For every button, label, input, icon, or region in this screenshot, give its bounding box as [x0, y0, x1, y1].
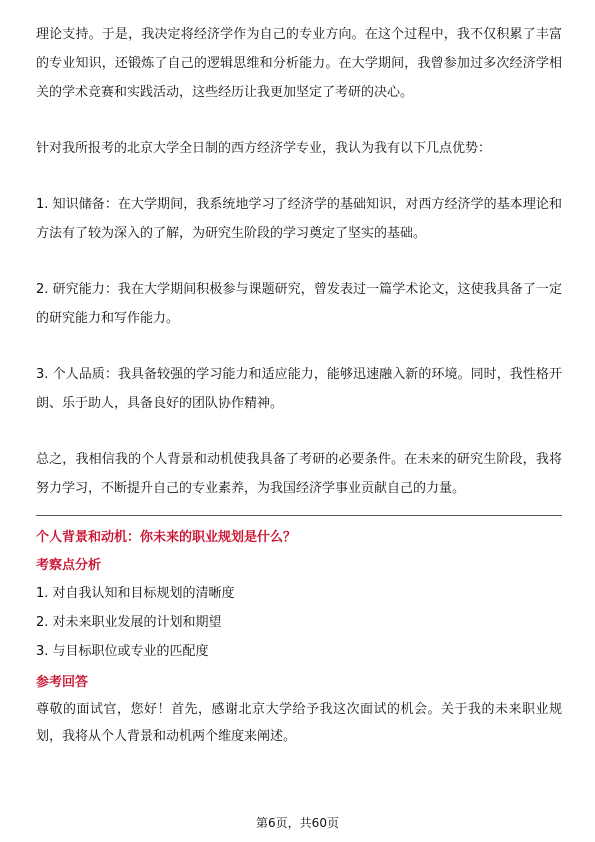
analysis-item: 1. 对自我认知和目标规划的清晰度 — [36, 586, 235, 601]
page-content — [36, 20, 562, 750]
analysis-heading: 考察点分析 — [36, 558, 102, 573]
section-divider — [36, 515, 562, 516]
paragraph-advantage-character: 3. 个人品质：我具备较强的学习能力和适应能力，能够迅速融入新的环境。同时，我性格开朗、乐于助人，具备良好的团队协作精神。 — [36, 367, 562, 411]
paragraph-advantage-research: 2. 研究能力：我在大学期间积极参与课题研究，曾发表过一篇学术论文，这使我具备了一定的研究能力和写作能力。 — [36, 282, 562, 326]
paragraph-advantages-intro: 针对我所报考的北京大学全日制的西方经济学专业，我认为我有以下几点优势： — [36, 141, 492, 156]
question-heading: 个人背景和动机：你未来的职业规划是什么？ — [36, 530, 297, 545]
paragraph-conclusion: 总之，我相信我的个人背景和动机使我具备了考研的必要条件。在未来的研究生阶段，我将努力学习，不断提升自己的专业素养，为我国经济学事业贡献自己的力量。 — [36, 452, 562, 496]
paragraph-advantage-knowledge: 1. 知识储备：在大学期间，我系统地学习了经济学的基础知识，对西方经济学的基本理论和方法有了较为深入的了解，为研究生阶段的学习奠定了坚实的基础。 — [36, 197, 562, 241]
reference-answer-text: 尊敬的面试官，您好！首先，感谢北京大学给予我这次面试的机会。关于我的未来职业规划，我将从个人背景和动机两个维度来阐述。 — [36, 702, 562, 744]
page-number-footer: 第6页，共60页 — [256, 816, 339, 830]
analysis-item: 2. 对未来职业发展的计划和期望 — [36, 615, 222, 630]
paragraph-background-continued: 理论支持。于是，我决定将经济学作为自己的专业方向。在这个过程中，我不仅积累了丰富的专业知识，还锻炼了自己的逻辑思维和分析能力。在大学期间，我曾参加过多次经济学相关的学术竞赛和实践活动，这些经历让我更加坚定了考研的决心。 — [36, 27, 562, 100]
analysis-item: 3. 与目标职位或专业的匹配度 — [36, 644, 209, 659]
reference-answer-heading: 参考回答 — [36, 675, 89, 690]
